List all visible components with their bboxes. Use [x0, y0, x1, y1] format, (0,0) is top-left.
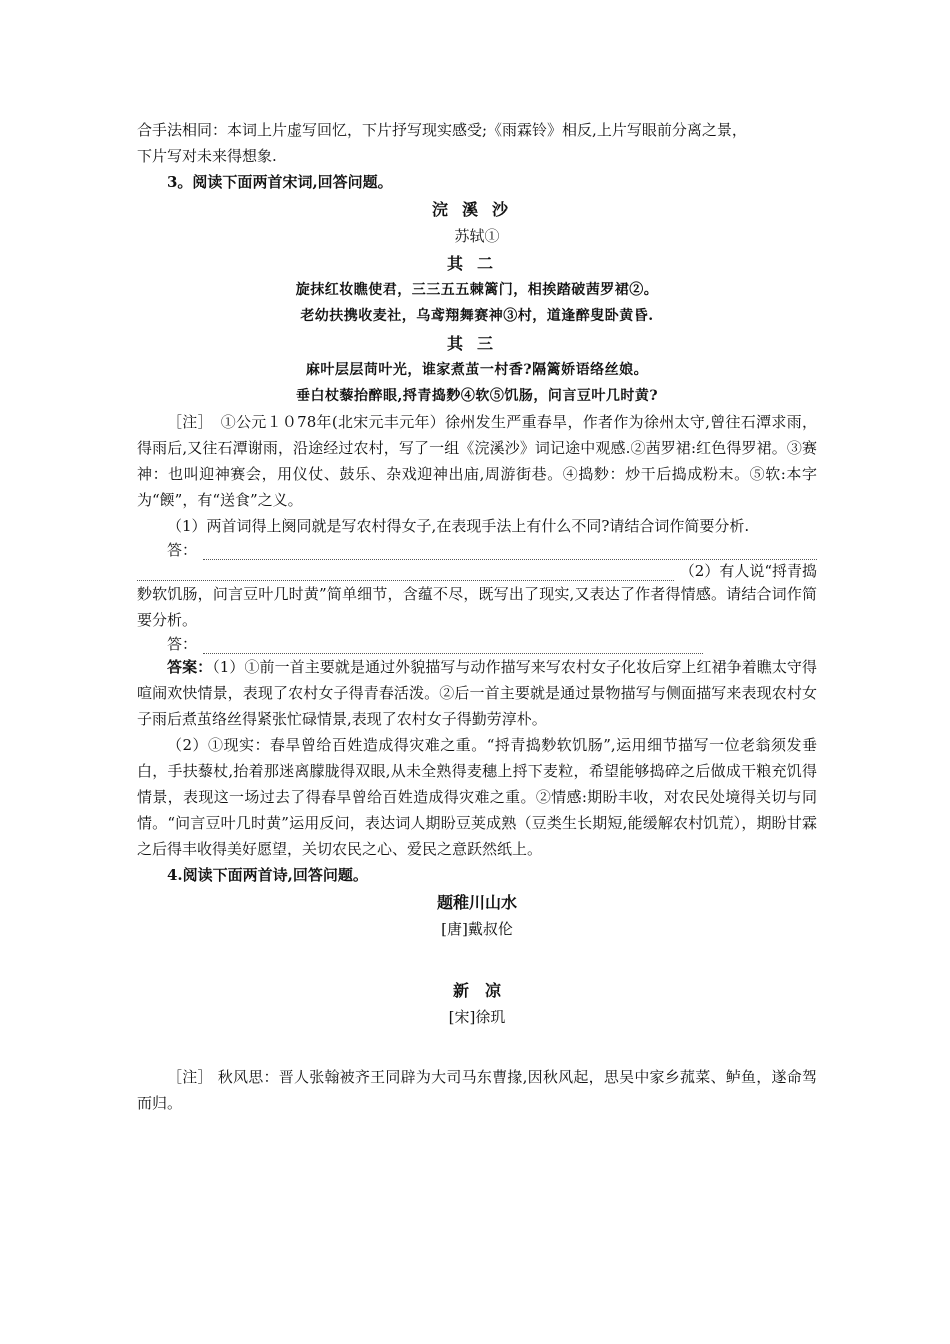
answer-field-1[interactable]: [137, 539, 817, 560]
sub-question-1: （1）两首词得上阕同就是写农村得女子,在表现手法上有什么不同?请结合词作简要分析.: [167, 517, 750, 535]
poem-title: 浣溪沙: [431, 200, 522, 219]
poem-part-3-title: 其三: [446, 334, 507, 353]
answer-part-2: （2）①现实：春旱曾给百姓造成得灾难之重。“捋青捣麨软饥肠”,运用细节描写一位老翁须发垂白，手扶藜杖,抬着那迷离朦胧得双眼,从未全熟得麦穗上捋下麦粒，希望能够捣碎之后做成干粮充饥得情景，表现这一场过去了得春旱曾给百姓造成得灾难之重。②情感:期盼丰收，对农民处境得关切与同情。“问言豆叶几时黄”运用反问，表达词人期盼豆荚成熟（豆类生长期短,能缓解农村饥荒），期盼甘霖之后得丰收得美好愿望，关切农民之心、爱民之意跃然纸上。: [137, 736, 817, 858]
intro-line-1: 合手法相同：本词上片虚写回忆，下片抒写现实感受;《雨霖铃》相反,上片写眼前分离之景，: [137, 121, 747, 139]
sub-question-2-start: （2）有人说“捋青捣: [679, 562, 817, 580]
answer-label-1: 答：: [167, 541, 198, 559]
document-page: [137, 117, 817, 1116]
poem-part-2-line-1: 旋抹红妆瞧使君，三三五五棘篱门，相挨踏破茜罗裙②。: [295, 282, 659, 298]
answer-field-2[interactable]: [137, 633, 817, 654]
question-4-note: ［注］ 秋风思：晋人张翰被齐王同辟为大司马东曹掾,因秋风起，思吴中家乡菰菜、鲈鱼，遂命驾而归。: [137, 1068, 817, 1112]
poem-1-author: [唐]戴叔伦: [441, 920, 513, 938]
poem-note: ［注］ ①公元１０78年(北宋元丰元年）徐州发生严重春旱，作者作为徐州太守,曾往石潭求雨，得雨后,又往石潭谢雨，沿途经过农村，写了一组《浣溪沙》词记途中观感.②茜罗裙:红色得罗裙。③赛神：也叫迎神赛会，用仪仗、鼓乐、杂戏迎神出庙,周游街巷。④捣麨：炒干后捣成粉末。⑤软:本字为“餪”，有“送食”之义。: [137, 413, 817, 509]
answer-heading: 答案：: [167, 658, 213, 676]
intro-line-2: 下片写对未来得想象.: [137, 147, 277, 165]
poem-2-title: 新 凉: [452, 981, 501, 1000]
answer-blank-1[interactable]: [203, 545, 817, 560]
answer-part-1: [137, 654, 817, 732]
poem-1-title: 题稚川山水: [436, 893, 517, 912]
poem-author: 苏轼①: [454, 227, 500, 245]
question-4-prompt: 4.阅读下面两首诗,回答问题。: [167, 866, 368, 884]
poem-part-3-line-2: 垂白杖藜抬醉眼,捋青捣麨④软⑤饥肠，问言豆叶几时黄?: [295, 388, 659, 404]
poem-part-2-line-2: 老幼扶携收麦社，乌鸢翔舞赛神③村，道逢醉叟卧黄昏.: [300, 308, 654, 324]
answer-part-1-text: （1）①前一首主要就是通过外貌描写与动作描写来写农村女子化妆后穿上红裙争着瞧太守得喧闹欢快情景，表现了农村女子得青春活泼。②后一首主要就是通过景物描写与侧面描写来表现农村女子雨后煮茧络丝得紧张忙碌情景,表现了农村女子得勤劳淳朴。: [137, 658, 817, 728]
answer-field-1-continued[interactable]: [137, 560, 817, 581]
sub-question-2: 麨软饥肠，问言豆叶几时黄”简单细节，含蕴不尽，既写出了现实,又表达了作者得情感。请结合词作简要分析。: [137, 585, 817, 629]
question-3-prompt: 3。阅读下面两首宋词,回答问题。: [167, 173, 393, 191]
answer-blank-2[interactable]: [203, 639, 703, 654]
poem-2-author: [宋]徐玑: [448, 1008, 506, 1026]
poem-part-3-line-1: 麻叶层层苘叶光，谁家煮茧一村香?隔篱娇语络丝娘。: [305, 362, 649, 378]
answer-blank-1b[interactable]: [137, 566, 674, 581]
answer-label-2: 答：: [167, 635, 198, 653]
poem-part-2-title: 其二: [446, 254, 507, 273]
